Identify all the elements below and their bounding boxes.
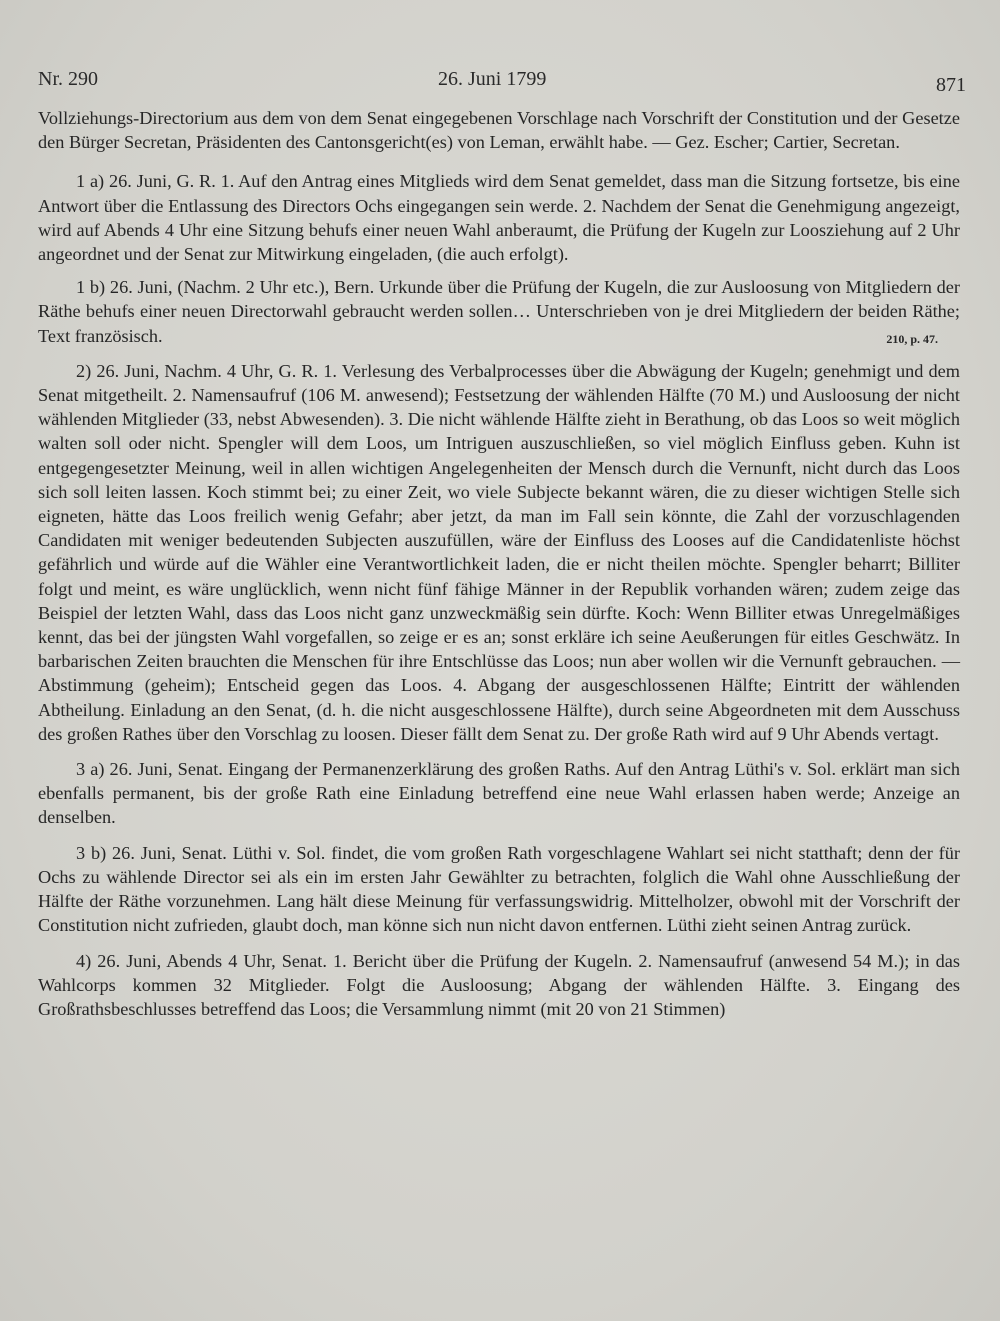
paragraph-3a: 3 a) 26. Juni, Senat. Eingang der Permanenzerklärung des großen Raths. Auf den Antrag Lüthi's v. Sol. erklärt man sich ebenfalls permanent, bis der große Rath eine Einladung betreffend eine neue Wahl erlassen haben werde; Anzeige an denselben. bbox=[38, 759, 960, 828]
paragraph-1b-text: 1 b) 26. Juni, (Nachm. 2 Uhr etc.), Bern. Urkunde über die Prüfung der Kugeln, die zur Ausloosung von Mitgliedern der Räthe behufs einer neuen Directorwahl gebraucht werden sollen… Unterschrieben von je drei Mitgliedern der beiden Räthe; Text französisch. bbox=[38, 277, 960, 346]
document-number: Nr. 290 bbox=[38, 68, 98, 90]
paragraph-3b: 3 b) 26. Juni, Senat. Lüthi v. Sol. findet, die vom großen Rath vorgeschlagene Wahlart sei nicht statthaft; denn der für Ochs zu wählende Director sei als ein im ersten Jahr Gewählter zu betrachten, folglich die Wahl ohne Ausschließung der Hälfte der Räthe vorzunehmen. Lang hält diese Meinung für verfassungswidrig. Mittelholzer, obwohl mit der Vorschrift der Constitution nicht zufrieden, glaubt doch, man könne sich nun nicht davon entfernen. Lüthi zieht seinen Antrag zurück. bbox=[38, 842, 960, 936]
reference-note: 210, p. 47. bbox=[886, 331, 938, 346]
paragraph-1b bbox=[38, 275, 960, 348]
paragraph-2: 2) 26. Juni, Nachm. 4 Uhr, G. R. 1. Verlesung des Verbalprocesses über die Abwägung der Kugeln; genehmigt und dem Senat mitgetheilt. 2. Namensaufruf (106 M. anwesend); Festsetzung der wählenden Hälfte (70 M.) und Ausloosung der nicht wählenden Mitglieder (33, nebst Abwesenden). 3. Die nicht wählende Hälfte zieht in Berathung, ob das Loos so weit möglich walten soll oder nicht. Spengler will dem Loos, um Intriguen auszuschließen, so viel möglich Einfluss geben. Kuhn ist entgegengesetzter Meinung, weil in allen wichtigen Angelegenheiten der Mensch durch die Vernunft, nicht durch das Loos sich soll leiten lassen. Koch stimmt bei; zu einer Zeit, wo viele Subjecte bekannt wären, die zu dieser wichtigen Stelle sich eigneten, hätte das Loos freilich wenig Gefahr; aber jetzt, da man im Fall sein könnte, die Zahl der vorzuschlagenden Candidaten mit weniger bedeutenden Subjecten auszufüllen, wäre der Einfluss des Looses auf die Candidatenliste höchst gefährlich und würde auf die Wähler eine Verantwortlichkeit laden, die er nicht theilen möchte. Spengler beharrt; Billiter folgt und meint, es wäre unglücklich, wenn nicht fünf fähige Männer in der Republik vorhanden wären; zudem zeige das Beispiel der letzten Wahl, dass das Loos nicht ganz unzweckmäßig sein dürfte. Koch: Wenn Billiter etwas Unregelmäßiges kennt, das bei der jüngsten Wahl vorgefallen, so zeige er es an; sonst erkläre ich seine Aeußerungen für eitles Geschwätz. In barbarischen Zeiten brauchten die Menschen für ihre Entschlüsse das Loos; nun aber wollen wir die Vernunft gebrauchen. — Abstimmung (geheim); Entscheid gegen das Loos. 4. Abgang der ausgeschlossenen Hälfte; Eintritt der wählenden Abtheilung. Einladung an den Senat, (d. h. die nicht ausgeschlossene Hälfte), durch seine Abgeordneten mit dem Ausschuss des großen Rathes über den Vorschlag zu loosen. Dieser fällt dem Senat zu. Der große Rath wird auf 9 Uhr Abends vertagt. bbox=[38, 360, 960, 744]
paragraph-intro: Vollziehungs-Directorium aus dem von dem Senat eingegebenen Vorschlage nach Vorschrift der Constitution und der Gesetze den Bürger Secretan, Präsidenten des Cantonsgericht(es) von Leman, erwählt habe. — Gez. Escher; Cartier, Secretan. bbox=[38, 108, 960, 153]
page-header bbox=[38, 68, 966, 98]
page-number: 871 bbox=[936, 74, 966, 96]
paragraph-1a: 1 a) 26. Juni, G. R. 1. Auf den Antrag eines Mitglieds wird dem Senat gemeldet, dass man die Sitzung fortsetze, bis eine Antwort über die Entlassung des Directors Ochs eingegangen sein werde. 2. Nachdem der Senat die Genehmigung angezeigt, wird auf Abends 4 Uhr eine Sitzung behufs einer neuen Wahl anberaumt, die Prüfung der Kugeln zur Loosziehung auf 2 Uhr angeordnet und der Senat zur Mitwirkung eingeladen, (die auch erfolgt). bbox=[38, 171, 960, 265]
paragraph-4: 4) 26. Juni, Abends 4 Uhr, Senat. 1. Bericht über die Prüfung der Kugeln. 2. Namensaufruf (anwesend 54 M.); in das Wahlcorps kommen 32 Mitglieder. Folgt die Ausloosung; Abgang der wählenden Hälfte. 3. Eingang des Großrathsbeschlusses betreffend das Loos; die Versammlung nimmt (mit 20 von 21 Stimmen) bbox=[38, 950, 960, 1019]
body-text bbox=[38, 106, 960, 1032]
document-date: 26. Juni 1799 bbox=[438, 68, 547, 90]
